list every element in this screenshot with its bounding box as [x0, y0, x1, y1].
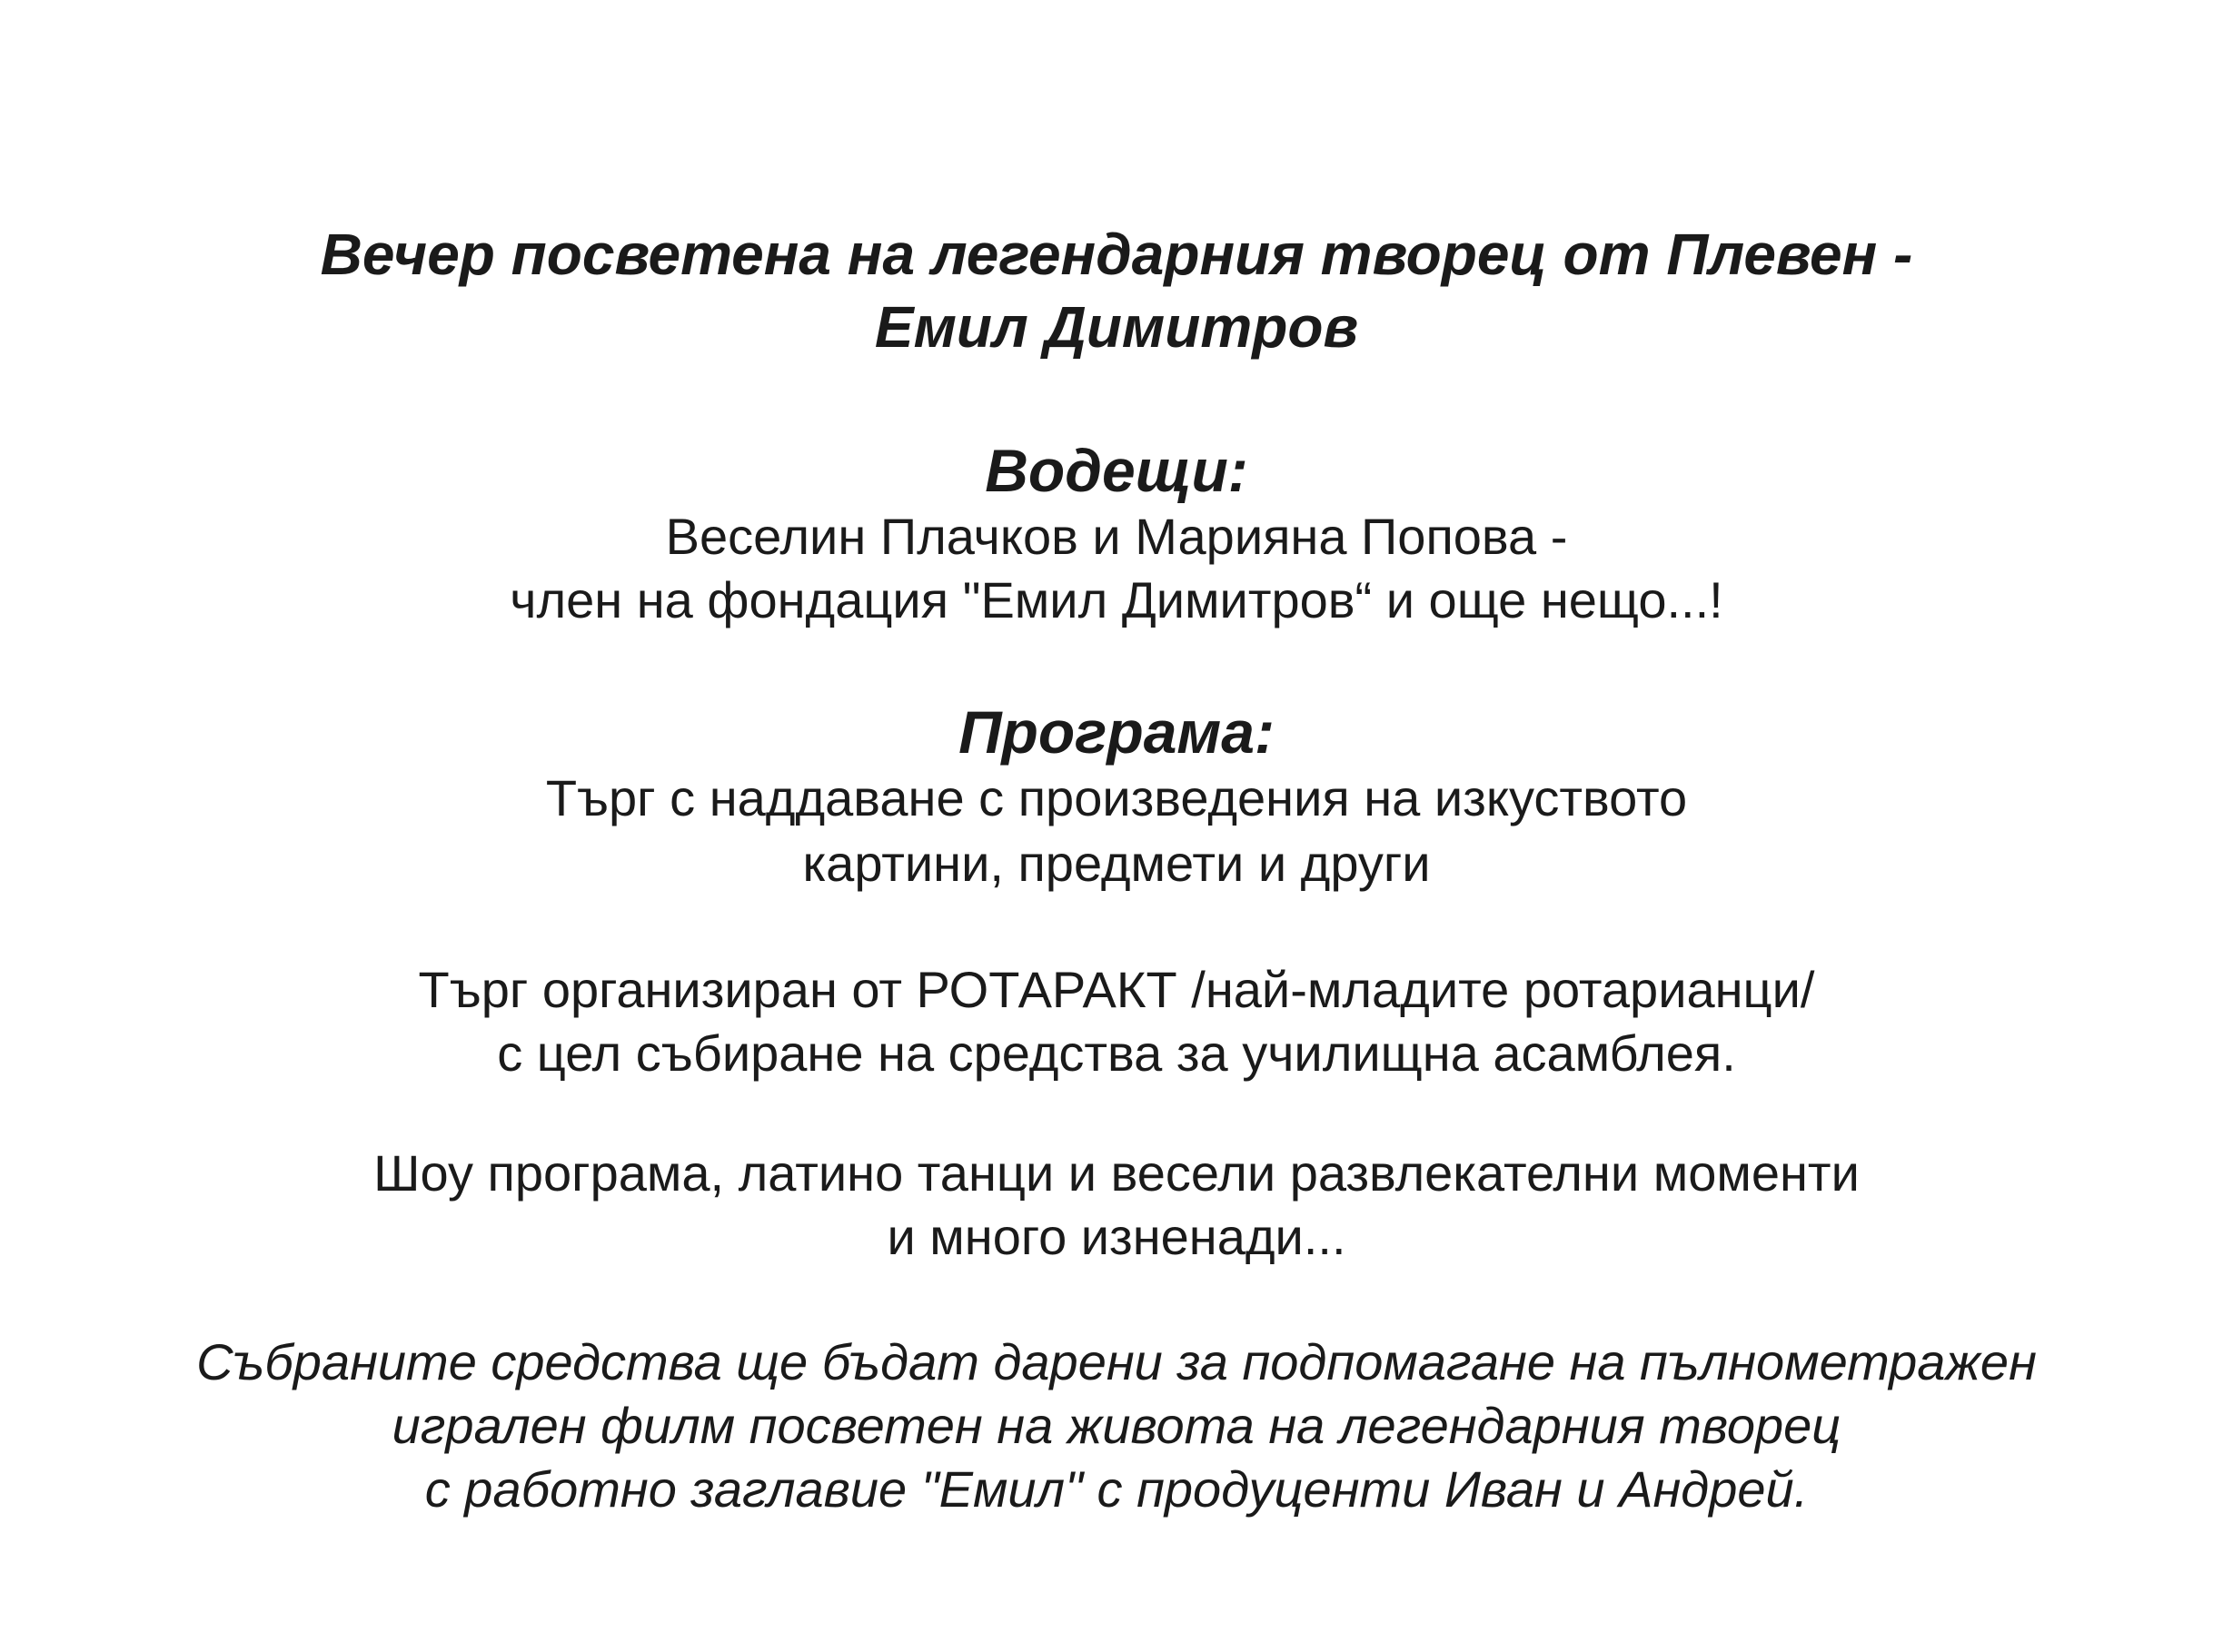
auction-line-1: Търг с наддаване с произведения на изкуството [545, 769, 1688, 826]
closing-line-1: Събраните средства ще бъдат дарени за подпомагане на пълнометражен [196, 1333, 2037, 1390]
show-line-2: и много изненади... [887, 1208, 1346, 1265]
hosts-line-2: член на фондация "Емил Димитров“ и още нещо...! [510, 571, 1723, 628]
closing-line-3: с работно заглавие "Емил" с продуценти Иван и Андрей. [424, 1460, 1809, 1518]
auction-line-2: картини, предмети и други [802, 835, 1431, 892]
hosts-heading: Водещи: [985, 437, 1248, 504]
event-title-line-1: Вечер посветена на легендарния творец от Плевен - [320, 222, 1913, 287]
program-heading: Програма: [958, 698, 1275, 766]
show-line-1: Шоу програма, латино танци и весели развлекателни моменти [373, 1144, 1860, 1202]
organizer-line-1: Търг организиран от РОТАРАКТ /най-младите ротарианци/ [418, 961, 1815, 1018]
event-title-line-2: Емил Димитров [874, 294, 1359, 360]
closing-line-2: игрален филм посветен на живота на легендарния творец [392, 1397, 1841, 1454]
organizer-line-2: с цел събиране на средства за училищна асамблея. [497, 1024, 1736, 1082]
hosts-line-1: Веселин Плачков и Марияна Попова - [665, 508, 1568, 565]
